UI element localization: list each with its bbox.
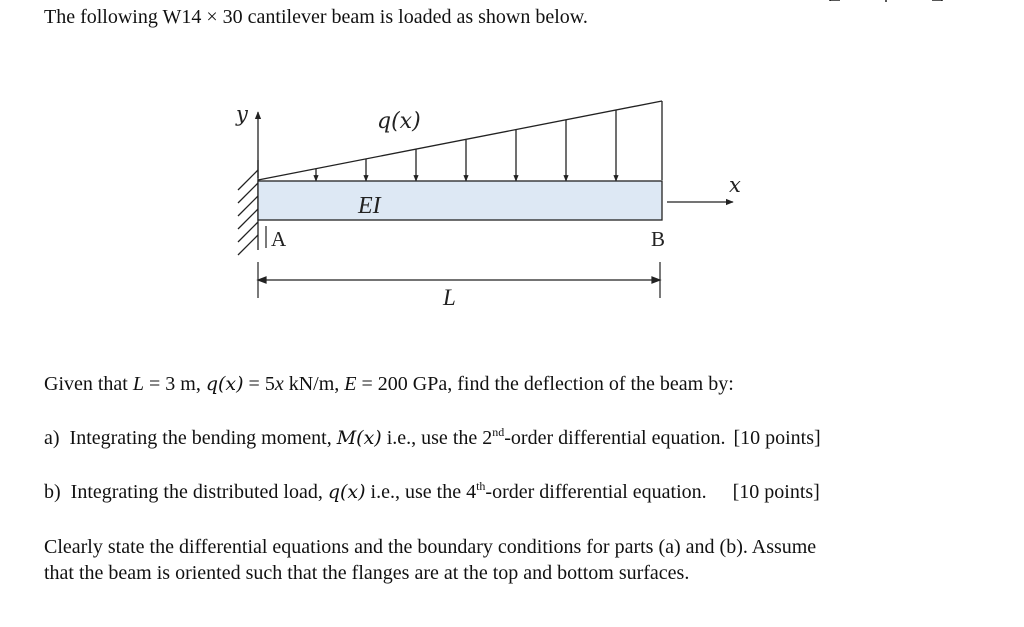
part-a-points: [10 points] bbox=[733, 427, 821, 449]
given-statement: Given that L = 3 m, q(x) = 5x kN/m, E = 200 GPa, find the deflection of the beam by: bbox=[44, 373, 734, 395]
part-b-points: [10 points] bbox=[732, 481, 820, 503]
closing-instructions: Clearly state the differential equations and the boundary conditions for parts (a) and (b). Assume that the beam is oriented such that the flanges are at the top and bottom surfaces. bbox=[44, 536, 817, 584]
x-axis-label: x bbox=[729, 173, 741, 197]
ei-label: EI bbox=[358, 193, 381, 219]
part-b-question: b) Integrating the distributed load, q(x) i.e., use the 4th-order differential equation. [10 points] bbox=[44, 479, 820, 503]
y-axis-label: y bbox=[236, 102, 248, 126]
end-b-label: B bbox=[651, 227, 666, 251]
distributed-load bbox=[258, 101, 662, 181]
intro-text: The following W14 × 30 cantilever beam is loaded as shown below. bbox=[44, 6, 588, 28]
fixed-support-hatch bbox=[238, 160, 258, 255]
end-a-label: A bbox=[271, 227, 287, 251]
length-label: L bbox=[443, 285, 456, 310]
load-label: q(x) bbox=[377, 109, 421, 134]
part-a-question: a) Integrating the bending moment, M(x) i.e., use the 2nd-order differential equation. [10 points] bbox=[44, 425, 821, 449]
length-dimension bbox=[258, 262, 660, 298]
beam-body bbox=[258, 181, 662, 220]
